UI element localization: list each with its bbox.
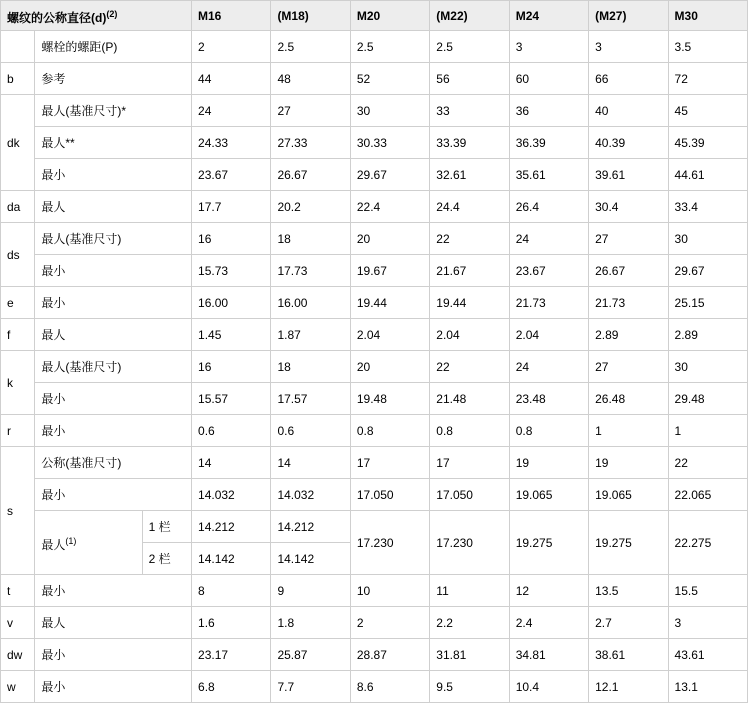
cell: 27.33 — [271, 127, 350, 159]
cell: 20.2 — [271, 191, 350, 223]
row-sublabel-column: 1 栏 — [142, 511, 191, 543]
cell: 14.212 — [192, 511, 271, 543]
cell: 2.5 — [430, 31, 509, 63]
table-row — [1, 415, 748, 447]
cell: 31.81 — [430, 639, 509, 671]
row-label: t — [1, 575, 35, 607]
row-sublabel-max-sup: (1) — [65, 535, 77, 546]
cell: 24.33 — [192, 127, 271, 159]
column-header-0: M16 — [192, 1, 271, 31]
cell: 7.7 — [271, 671, 350, 703]
table-row — [1, 351, 748, 383]
row-label: k — [1, 351, 35, 415]
cell: 40.39 — [589, 127, 668, 159]
column-header-1: (M18) — [271, 1, 350, 31]
row-sublabel: 螺栓的螺距(P) — [35, 31, 192, 63]
cell: 14 — [271, 447, 350, 479]
table-row — [1, 639, 748, 671]
cell: 2.04 — [509, 319, 588, 351]
cell: 2.4 — [509, 607, 588, 639]
cell: 3 — [509, 31, 588, 63]
row-sublabel: 最小 — [35, 287, 192, 319]
column-header-2: M20 — [350, 1, 429, 31]
cell: 17.230 — [350, 511, 429, 575]
row-sublabel: 最小 — [35, 383, 192, 415]
cell: 38.61 — [589, 639, 668, 671]
cell: 32.61 — [430, 159, 509, 191]
header-thread-diameter-label: 螺纹的公称直径(d) — [7, 10, 107, 25]
cell: 24.4 — [430, 191, 509, 223]
cell: 11 — [430, 575, 509, 607]
cell: 3.5 — [668, 31, 747, 63]
cell: 30 — [668, 223, 747, 255]
cell: 17.230 — [430, 511, 509, 575]
cell: 0.8 — [430, 415, 509, 447]
row-sublabel: 最小 — [35, 255, 192, 287]
cell: 21.73 — [509, 287, 588, 319]
cell: 13.1 — [668, 671, 747, 703]
row-label: s — [1, 447, 35, 575]
cell: 17.050 — [430, 479, 509, 511]
cell: 17.57 — [271, 383, 350, 415]
table-row — [1, 447, 748, 479]
cell: 22 — [430, 223, 509, 255]
cell: 1.87 — [271, 319, 350, 351]
cell: 1.45 — [192, 319, 271, 351]
cell: 2.5 — [350, 31, 429, 63]
cell: 19.44 — [350, 287, 429, 319]
cell: 1.6 — [192, 607, 271, 639]
cell: 19 — [509, 447, 588, 479]
cell: 17 — [350, 447, 429, 479]
cell: 22.065 — [668, 479, 747, 511]
table-row — [1, 255, 748, 287]
row-sublabel: 最人(基准尺寸)* — [35, 95, 192, 127]
cell: 2 — [350, 607, 429, 639]
header-thread-diameter — [1, 1, 192, 31]
row-label: da — [1, 191, 35, 223]
cell: 28.87 — [350, 639, 429, 671]
cell: 2.04 — [430, 319, 509, 351]
cell: 23.67 — [509, 255, 588, 287]
cell: 26.67 — [271, 159, 350, 191]
table-row — [1, 319, 748, 351]
cell: 20 — [350, 223, 429, 255]
cell: 19.44 — [430, 287, 509, 319]
cell: 0.8 — [509, 415, 588, 447]
cell: 22 — [668, 447, 747, 479]
cell: 21.67 — [430, 255, 509, 287]
cell: 43.61 — [668, 639, 747, 671]
cell: 17.050 — [350, 479, 429, 511]
cell: 33.4 — [668, 191, 747, 223]
cell: 18 — [271, 223, 350, 255]
table-row — [1, 511, 748, 543]
cell: 29.67 — [350, 159, 429, 191]
cell: 21.48 — [430, 383, 509, 415]
cell: 48 — [271, 63, 350, 95]
cell: 27 — [589, 351, 668, 383]
column-header-6: M30 — [668, 1, 747, 31]
cell: 40 — [589, 95, 668, 127]
cell: 8 — [192, 575, 271, 607]
cell: 3 — [589, 31, 668, 63]
cell: 1.8 — [271, 607, 350, 639]
cell: 19.67 — [350, 255, 429, 287]
row-sublabel: 最人(基准尺寸) — [35, 351, 192, 383]
table-row — [1, 63, 748, 95]
row-sublabel: 最小 — [35, 159, 192, 191]
cell: 2.7 — [589, 607, 668, 639]
table-header-row — [1, 1, 748, 31]
cell: 1 — [668, 415, 747, 447]
cell: 60 — [509, 63, 588, 95]
table-row — [1, 95, 748, 127]
cell: 39.61 — [589, 159, 668, 191]
cell: 14.142 — [271, 543, 350, 575]
cell: 19.275 — [589, 511, 668, 575]
cell: 72 — [668, 63, 747, 95]
column-header-4: M24 — [509, 1, 588, 31]
cell: 14 — [192, 447, 271, 479]
cell: 26.48 — [589, 383, 668, 415]
cell: 0.6 — [192, 415, 271, 447]
cell: 24 — [509, 223, 588, 255]
cell: 30 — [668, 351, 747, 383]
cell: 10.4 — [509, 671, 588, 703]
cell: 12 — [509, 575, 588, 607]
cell: 0.8 — [350, 415, 429, 447]
cell: 14.142 — [192, 543, 271, 575]
row-sublabel: 参考 — [35, 63, 192, 95]
cell: 19.065 — [589, 479, 668, 511]
row-label: f — [1, 319, 35, 351]
cell: 14.032 — [271, 479, 350, 511]
row-sublabel: 最小 — [35, 415, 192, 447]
column-header-5: (M27) — [589, 1, 668, 31]
cell: 0.6 — [271, 415, 350, 447]
cell: 23.48 — [509, 383, 588, 415]
row-sublabel: 最人 — [35, 607, 192, 639]
row-label: w — [1, 671, 35, 703]
cell: 33.39 — [430, 127, 509, 159]
cell: 1 — [589, 415, 668, 447]
row-sublabel: 最小 — [35, 575, 192, 607]
cell: 44 — [192, 63, 271, 95]
row-sublabel: 最人 — [35, 191, 192, 223]
cell: 16 — [192, 223, 271, 255]
row-sublabel: 最小 — [35, 671, 192, 703]
cell: 23.67 — [192, 159, 271, 191]
row-label-blank — [1, 31, 35, 63]
cell: 8.6 — [350, 671, 429, 703]
column-header-3: (M22) — [430, 1, 509, 31]
cell: 44.61 — [668, 159, 747, 191]
cell: 21.73 — [589, 287, 668, 319]
cell: 2.2 — [430, 607, 509, 639]
cell: 14.032 — [192, 479, 271, 511]
cell: 24 — [509, 351, 588, 383]
cell: 2.5 — [271, 31, 350, 63]
cell: 56 — [430, 63, 509, 95]
row-label: e — [1, 287, 35, 319]
row-sublabel: 最人 — [35, 319, 192, 351]
row-label: r — [1, 415, 35, 447]
table-row — [1, 479, 748, 511]
table-row — [1, 671, 748, 703]
cell: 22.4 — [350, 191, 429, 223]
row-label: b — [1, 63, 35, 95]
cell: 23.17 — [192, 639, 271, 671]
row-sublabel: 最人** — [35, 127, 192, 159]
cell: 24 — [192, 95, 271, 127]
cell: 22.275 — [668, 511, 747, 575]
cell: 17.7 — [192, 191, 271, 223]
cell: 15.57 — [192, 383, 271, 415]
cell: 35.61 — [509, 159, 588, 191]
cell: 52 — [350, 63, 429, 95]
cell: 16.00 — [192, 287, 271, 319]
cell: 30 — [350, 95, 429, 127]
table-row — [1, 31, 748, 63]
cell: 6.8 — [192, 671, 271, 703]
cell: 16.00 — [271, 287, 350, 319]
table-row — [1, 191, 748, 223]
cell: 2 — [192, 31, 271, 63]
cell: 26.4 — [509, 191, 588, 223]
cell: 36.39 — [509, 127, 588, 159]
cell: 2.04 — [350, 319, 429, 351]
cell: 20 — [350, 351, 429, 383]
cell: 45 — [668, 95, 747, 127]
cell: 26.67 — [589, 255, 668, 287]
cell: 27 — [271, 95, 350, 127]
cell: 14.212 — [271, 511, 350, 543]
cell: 12.1 — [589, 671, 668, 703]
cell: 17 — [430, 447, 509, 479]
row-label: v — [1, 607, 35, 639]
cell: 16 — [192, 351, 271, 383]
cell: 22 — [430, 351, 509, 383]
row-sublabel-max — [35, 511, 142, 575]
row-sublabel: 最小 — [35, 479, 192, 511]
row-sublabel-column: 2 栏 — [142, 543, 191, 575]
cell: 10 — [350, 575, 429, 607]
cell: 36 — [509, 95, 588, 127]
cell: 15.5 — [668, 575, 747, 607]
row-label: dk — [1, 95, 35, 191]
cell: 2.89 — [589, 319, 668, 351]
cell: 2.89 — [668, 319, 747, 351]
cell: 19 — [589, 447, 668, 479]
cell: 9.5 — [430, 671, 509, 703]
table-row — [1, 607, 748, 639]
cell: 18 — [271, 351, 350, 383]
cell: 19.275 — [509, 511, 588, 575]
cell: 3 — [668, 607, 747, 639]
table-row — [1, 127, 748, 159]
table-row — [1, 287, 748, 319]
row-sublabel: 公称(基准尺寸) — [35, 447, 192, 479]
cell: 66 — [589, 63, 668, 95]
cell: 15.73 — [192, 255, 271, 287]
cell: 19.48 — [350, 383, 429, 415]
table-row — [1, 383, 748, 415]
cell: 25.87 — [271, 639, 350, 671]
row-sublabel: 最小 — [35, 639, 192, 671]
cell: 25.15 — [668, 287, 747, 319]
cell: 29.48 — [668, 383, 747, 415]
cell: 34.81 — [509, 639, 588, 671]
cell: 30.33 — [350, 127, 429, 159]
row-sublabel-max-text: 最人 — [41, 537, 66, 552]
row-sublabel: 最人(基准尺寸) — [35, 223, 192, 255]
cell: 27 — [589, 223, 668, 255]
cell: 9 — [271, 575, 350, 607]
row-label: ds — [1, 223, 35, 287]
header-thread-diameter-sup: (2) — [106, 8, 118, 19]
cell: 33 — [430, 95, 509, 127]
cell: 45.39 — [668, 127, 747, 159]
cell: 17.73 — [271, 255, 350, 287]
row-label: dw — [1, 639, 35, 671]
cell: 30.4 — [589, 191, 668, 223]
cell: 19.065 — [509, 479, 588, 511]
cell: 29.67 — [668, 255, 747, 287]
cell: 13.5 — [589, 575, 668, 607]
table-row — [1, 159, 748, 191]
table-row — [1, 575, 748, 607]
table-row — [1, 223, 748, 255]
